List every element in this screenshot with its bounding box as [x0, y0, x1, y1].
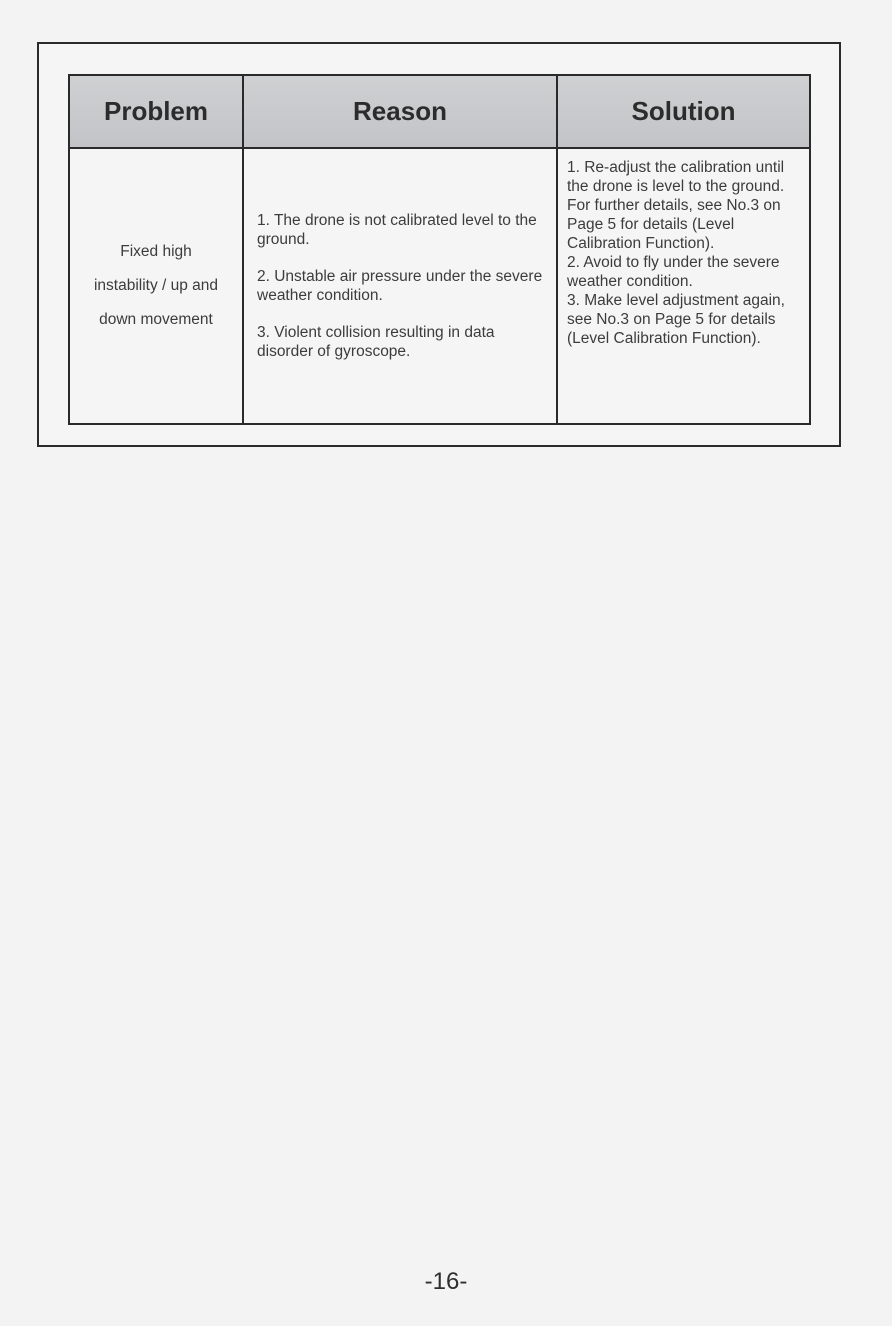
problem-cell — [69, 148, 243, 424]
troubleshooting-table — [68, 74, 811, 425]
solution-item: 1. Re-adjust the calibration until the drone is level to the ground. For further details, see No.3 on Page 5 for details (Level Calibration Function). — [567, 159, 785, 252]
problem-line: down movement — [99, 311, 213, 328]
solution-item: 2. Avoid to fly under the severe weather condition. — [567, 254, 780, 290]
header-reason: Reason — [243, 75, 557, 148]
reason-item: 2. Unstable air pressure under the severe weather condition. — [257, 268, 543, 304]
solution-cell — [557, 148, 810, 424]
table-row — [69, 148, 810, 424]
reason-cell — [243, 148, 557, 424]
page-number: -16- — [424, 1268, 468, 1295]
reason-item: 1. The drone is not calibrated level to the ground. — [257, 212, 537, 248]
solution-item: 3. Make level adjustment again, see No.3 on Page 5 for details (Level Calibration Function). — [567, 292, 785, 347]
header-problem: Problem — [69, 75, 243, 148]
header-row — [69, 75, 810, 148]
problem-line: Fixed high — [120, 243, 192, 260]
header-solution: Solution — [557, 75, 810, 148]
reason-item: 3. Violent collision resulting in data disorder of gyroscope. — [257, 324, 495, 360]
problem-line: instability / up and — [93, 277, 219, 294]
